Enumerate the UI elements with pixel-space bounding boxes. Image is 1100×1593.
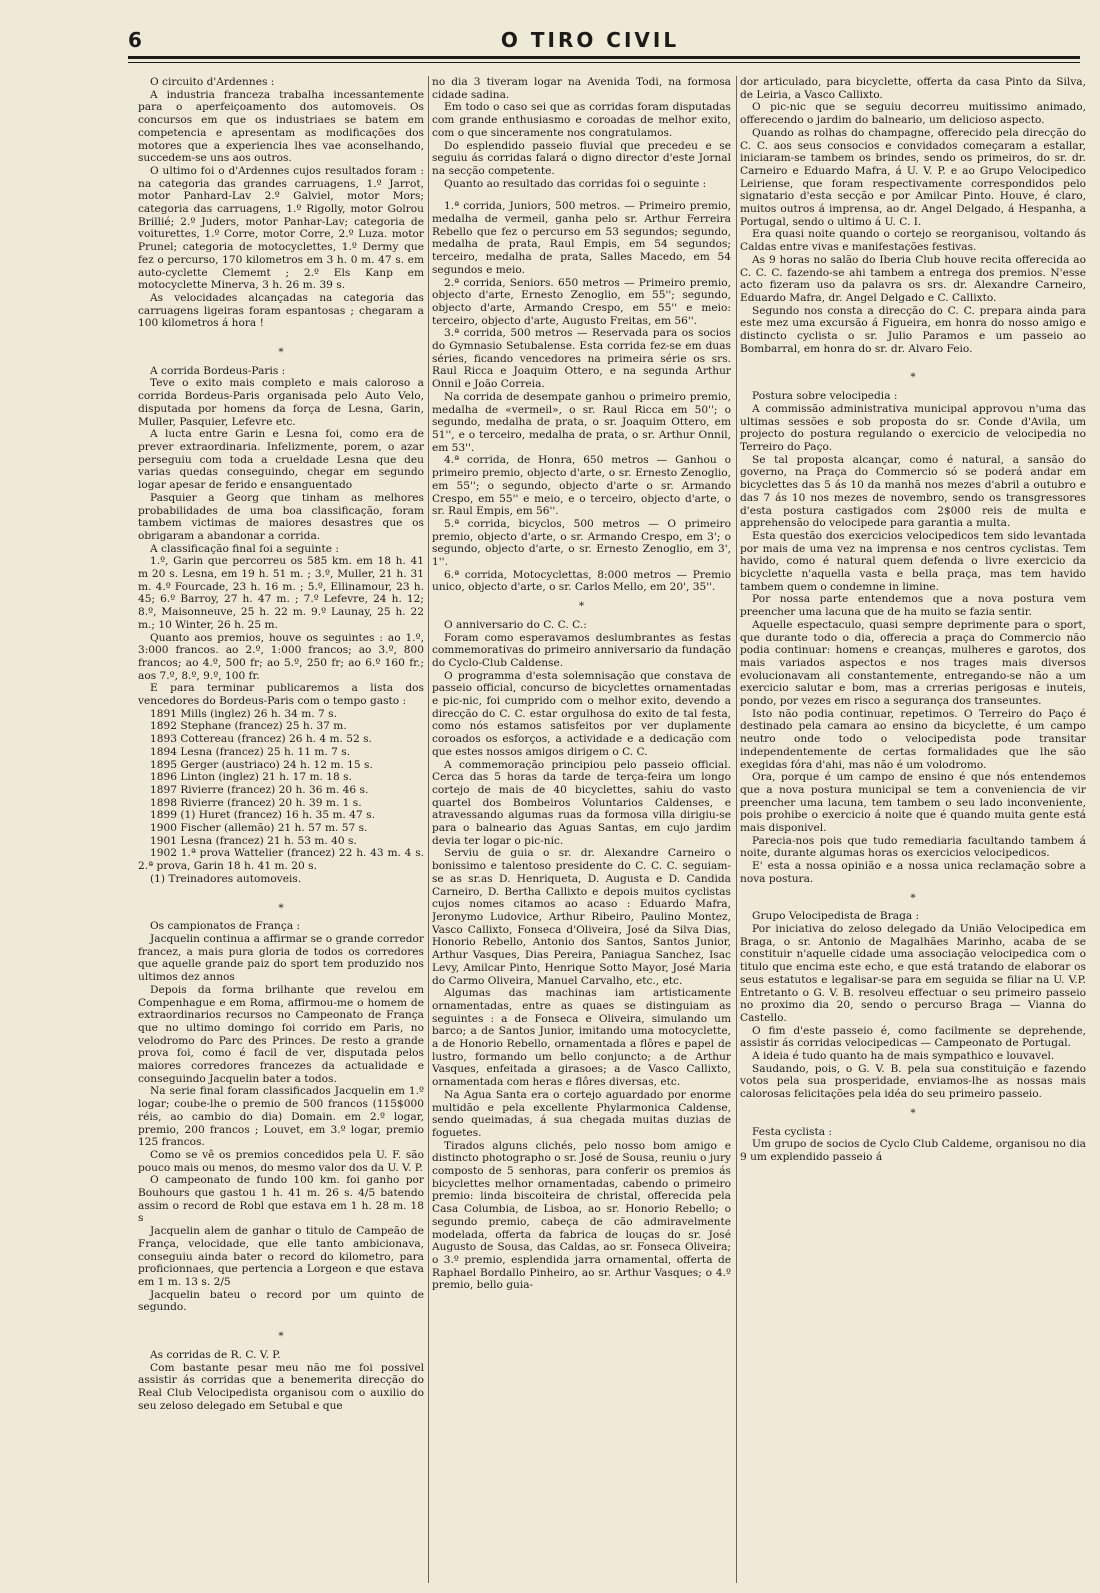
winners-list-item: 1893 Cottereau (francez) 26 h. 4 m. 52 s. bbox=[150, 733, 372, 746]
paragraph: Do esplendido passeio fluvial que precedeu e se seguiu ás corridas falará o digno director d'este Jornal na secção competente. bbox=[432, 139, 731, 177]
paragraph: Era quasi noite quando o cortejo se reorganisou, voltando ás Caldas entre vivas e manifestações festivas. bbox=[740, 228, 1086, 254]
section-separator: * bbox=[578, 600, 585, 613]
paragraph: O campeonato de fundo 100 km. foi ganho por Bouhours que gastou 1 h. 41 m. 26 s. 4/5 batendo assim o record de Robl que estava em 1 h. 28 m. 18 s bbox=[138, 1174, 424, 1225]
paragraph: Jacquelin continua a affirmar se o grande corredor francez, a mais pura gloria de todos os corredores que aquelle grande paiz do sport tem produzido nos ultimos dez annos bbox=[138, 933, 424, 984]
winners-list-item: 1900 Fischer (allemão) 21 h. 57 m. 57 s. bbox=[150, 822, 368, 835]
paragraph: E' esta a nossa opinião e a nossa unica reclamação sobre a nova postura. bbox=[740, 860, 1086, 885]
paragraph: Foram como esperavamos deslumbrantes as festas commemorativas do primeiro anniversario da fundação do Cyclo-Club Caldense. bbox=[432, 631, 731, 669]
paragraph: Depois da forma brilhante que revelou em Compenhague e em Roma, affirmou-me o homem de extraordinarios recursos no Campeonato de França que no ultimo domingo foi corrido em Paris, no velodromo do Parc des Princes. De resto a grande prova foi, como é facil de ver, disputada pelos maiores corredores francezes da actualidade e conseguindo Jacquelin bater a todos. bbox=[138, 983, 424, 1085]
paragraph: A commissão administrativa municipal approvou n'uma das ultimas sessões e sob proposta do sr. Conde d'Avila, um projecto do postura regulando o exercicio de velocipedia no Terreiro do Paço. bbox=[740, 402, 1086, 453]
header-rule bbox=[128, 56, 1080, 59]
column-3 bbox=[740, 76, 1086, 1583]
winners-list-item: 1901 Lesna (francez) 21 h. 53 m. 40 s. bbox=[150, 834, 357, 847]
paragraph: Jacquelin bateu o record por um quinto de segundo. bbox=[138, 1288, 424, 1314]
paragraph: Por iniciativa do zeloso delegado da União Velocipedica em Braga, o sr. Antonio de Magalhães Marinho, acaba de se constituir n'aquelle cidade uma associação velocipedica com o titulo que encima este echo, e que está tratando de elaborar os seus estatutos e legalisar-se para em seguida se filiar na U. V.P. Entretanto o G. V. B. resolveu effectuar o seu primeiro passeio no proximo dia 20, sendo o percurso Braga — Vianna do Castello. bbox=[740, 923, 1086, 1024]
column-1 bbox=[138, 76, 424, 1583]
paragraph: E para terminar publicaremos a lista dos vencedores do Bordeus-Paris com o tempo gasto : bbox=[138, 682, 424, 708]
paragraph: Quando as rolhas do champagne, offerecido pela direcção do C. C. aos seus consocios e convidados começaram a estallar, iniciaram-se tambem os brindes, sendo os primeiros, do sr. dr. Carneiro e Eduardo Mafra, á U. V. P. e ao Grupo Velocipedico Leiriense, que foram respectivamente correspondidos pelo signatario d'esta secção e por Amilcar Pinto. Houve, é claro, muitos outros á imprensa, ao dr. Angel Delgado, á Hespanha, a Portugal, sendo o ultimo á U. C. I. bbox=[740, 126, 1086, 228]
paragraph: Saudando, pois, o G. V. B. pela sua constituição e fazendo votos pela sua prosperidade, enviamos-lhe as nossas mais calorosas felicitações pela idéa do seu primeiro passeio. bbox=[740, 1062, 1086, 1101]
column-2 bbox=[432, 76, 731, 1583]
paragraph: A industria franceza trabalha incessantemente para o aperfeiçoamento dos automoveis. Os concursos em que os industriaes se batem em competencia e apresentam as modificações dos motores que a experiencia lhes vae aconselhando, succedem-se uns aos outros. bbox=[138, 88, 424, 165]
paragraph: Teve o exito mais completo e mais caloroso a corrida Bordeus-Paris organisada pelo Auto Velo, disputada por homens da força de Lesna, Garin, Muller, Pasquier, Lefevre etc. bbox=[138, 377, 424, 428]
winners-list-item: 1891 Mills (inglez) 26 h. 34 m. 7 s. bbox=[150, 707, 337, 720]
paragraph: Na Agua Santa era o cortejo aguardado por enorme multidão e pela excellente Phylarmonica Caldense, sendo queimadas, á sua chegada muitas duzias de foguetes. bbox=[432, 1088, 731, 1139]
section-heading: As corridas de R. C. V. P. bbox=[150, 1348, 281, 1361]
winners-list-item: 1899 (1) Huret (francez) 16 h. 35 m. 47 s. bbox=[150, 809, 375, 822]
paragraph: Ora, porque é um campo de ensino é que nós entendemos que a nova postura municipal se tem a conveniencia de vir preencher uma lacuna, tem tambem o seu lado inconveniente, pois prohibe o exercicio á noite que é quando muita gente está mais disponivel. bbox=[740, 771, 1086, 835]
paragraph: Por nossa parte entendemos que a nova postura vem preencher uma lacuna que de ha muito se fazia sentir. bbox=[740, 593, 1086, 619]
winners-list-item: 1897 Rivierre (francez) 20 h. 36 m. 46 s. bbox=[150, 783, 369, 796]
paragraph: As velocidades alcançadas na categoria das carruagens ligeiras foram espantosas ; chegaram a 100 kilometros á hora ! bbox=[138, 291, 424, 330]
newspaper-title: O TIRO CIVIL bbox=[500, 28, 680, 52]
paragraph: Isto não podia continuar, repetimos. O Terreiro do Paço é destinado pela camara ao ensino da bicyclette, é um campo neutro onde todo o velocipedista pode transitar independentemente de certas formalidades que lhe são exegidas fóra d'ahi, mas não é um volodromo. bbox=[740, 707, 1086, 771]
paragraph: no dia 3 tiveram logar na Avenida Todi, na formosa cidade sadina. bbox=[432, 76, 731, 101]
winners-list-item: 1902 1.ª prova Wattelier (francez) 22 h. 43 m. 4 s. 2.ª prova, Garin 18 h. 41 m. 20 s. bbox=[138, 847, 424, 873]
paragraph: Segundo nos consta a direcção do C. C. prepara ainda para este mez uma excursão á Figueira, em honra do nosso amigo e distincto cyclista o sr. Julio Paramos e um passeio ao Bombarral, em honra do sr. dr. Alvaro Feio. bbox=[740, 304, 1086, 355]
paragraph: Como se vê os premios concedidos pela U. F. são pouco mais ou menos, do mesmo valor dos da U. V. P. bbox=[138, 1148, 424, 1174]
page-number: 6 bbox=[128, 28, 142, 52]
column-divider bbox=[428, 76, 429, 1583]
winners-list-item: 1895 Gerger (austriaco) 24 h. 12 m. 15 s. bbox=[150, 758, 373, 771]
race-result: 3.ª corrida, 500 metros — Reservada para os socios do Gymnasio Setubalense. Esta corrida fez-se em duas séries, ficando vencedores na primeira série os srs. Raul Ricca e Joaquim Ottero, e na segunda Arthur Onnil e João Correia. bbox=[432, 327, 731, 391]
paragraph: Aquelle espectaculo, quasi sempre deprimente para o sport, que durante todo o dia, offerecia a praça do Commercio não podia continuar: homens e creanças, mulheres e garotos, dos mais variados aspectos e nos trages mais diversos evolucionavam ali constantemente, entregando-se não a um exercicio salutar e bom, mas a crrerias perigosas e inuteis, pondo, por vezes em risco a segurança dos transeuntes. bbox=[740, 618, 1086, 708]
paragraph: dor articulado, para bicyclette, offerta da casa Pinto da Silva, de Leiria, a Vasco Callixto. bbox=[740, 76, 1086, 101]
paragraph: Com bastante pesar meu não me foi possivel assistir ás corridas que a benemerita direcção do Real Club Velocipedista organisou com o auxilio do seu zeloso delegado em Setubal e que bbox=[138, 1361, 424, 1412]
winners-list-item: 1898 Rivierre (francez) 20 h. 39 m. 1 s. bbox=[150, 796, 362, 809]
paragraph: As 9 horas no salão do Iberia Club houve recita offerecida ao C. C. C. fazendo-se ahi tambem a entrega dos premios. N'esse acto fizeram uso da palavra os srs. dr. Alexandre Carneiro, Eduardo Mafra, dr. Angel Delgado e C. Callixto. bbox=[740, 253, 1086, 304]
paragraph: Quanto aos premios, houve os seguintes : ao 1.º, 3:000 francos. ao 2.º, 1:000 francos; ao 3.º, 800 francos; ao 4.º, 500 fr; ao 5.º, 250 fr; ao 6.º 160 fr.; aos 7.º, 8.º, 9.º, 100 fr. bbox=[138, 631, 424, 682]
paragraph: Se tal proposta alcançar, como é natural, a sansão do governo, na Praça do Commercio só se poderá andar em bicyclettes das 5 ás 10 da manhã nos mezes d'abril a outubro e das 7 ás 10 nos mezes de novembro, sendo os transgressores d'esta postura castigados com 2$000 reis de multa e apprehensão do velocipede para garantia a multa. bbox=[740, 453, 1086, 530]
section-heading: A corrida Bordeus-Paris : bbox=[150, 364, 286, 377]
section-separator: * bbox=[278, 346, 284, 359]
paragraph: Pasquier a Georg que tinham as melhores probabilidades de uma boa classificação, foram tambem victimas de maiores desastres que os obrigaram a abandonar a corrida. bbox=[138, 491, 424, 542]
section-separator: * bbox=[278, 901, 284, 914]
paragraph: Jacquelin alem de ganhar o titulo de Campeão de França, velocidade, que elle tanto ambicionava, conseguiu ainda bater o record do kilometro, para proficionnaes, que pertencia a Lorgeon e que estava em 1 m. 13 s. 2/5 bbox=[138, 1225, 424, 1288]
header-rule-thin bbox=[128, 62, 1080, 63]
paragraph: Na serie final foram classificados Jacquelin em 1.º logar; coube-lhe o premio de 500 francos (115$000 réis, ao cambio do dia) Domain. em 2.º logar, premio, 200 francos ; Louvet, em 3.º logar, premio 125 francos. bbox=[138, 1085, 424, 1149]
winners-list-item: 1894 Lesna (francez) 25 h. 11 m. 7 s. bbox=[150, 745, 351, 758]
section-heading: Postura sobre velocipedia : bbox=[752, 390, 898, 403]
paragraph: O pic-nic que se seguiu decorreu muitissimo animado, offerecendo o jardim do balneario, um delicioso aspecto. bbox=[740, 101, 1086, 127]
race-result: 2.ª corrida, Seniors. 650 metros — Primeiro premio, objecto d'arte, Ernesto Zenoglio, em 55''; segundo, objecto d'arte, Armando Crespo, em 55'' e meio: terceiro, objecto d'arte, Augusto Freitas, em 56''. bbox=[432, 276, 731, 327]
paragraph: Algumas das machinas iam artisticamente ornamentadas, entre as quaes se distinguiam as seguintes : a de Fonseca e Oliveira, simulando um barco; a de Santos Junior, imitando uma motocyclette, a de Honorio Rebello, ornamentada a flôres e papel de lustro, formando um bello conjuncto; a de Arthur Vasques, enfeitada a girasoes; a de Vasco Callixto, ornamentada com heras e flôres diversas, etc. bbox=[432, 987, 731, 1089]
race-result: 5.ª corrida, bicyclos, 500 metros — O primeiro premio, objecto d'arte, o sr. Armando Crespo, em 3'; o segundo, objecto d'arte, o sr. Ernesto Zenoglio, em 3', 1''. bbox=[432, 517, 731, 569]
section-separator: * bbox=[910, 1106, 916, 1119]
winners-list-item: 1892 Stephane (francez) 25 h. 37 m. bbox=[150, 720, 347, 733]
column-divider bbox=[736, 76, 737, 1583]
paragraph: Tirados alguns clichés, pelo nosso bom amigo e distincto photographo o sr. José de Sousa, reuniu o jury composto de 5 senhoras, para conferir os premios ás bicyclettes melhor ornamentadas, cabendo o primeiro premio: linda biscoiteira de christal, offerecida pela Casa Columbia, de Lisboa, ao sr. Honorio Rebello; o segundo premio, cabeça de cão admiravelmente modelada, offerta da fabrica de louças do sr. José Augusto de Sousa, das Caldas, ao sr. Fonseca Oliveira; o 3.º premio, esplendida jarra ornamental, offerta de Raphael Bordallo Pinheiro, ao sr. Arthur Vasques; o 4.º premio, bello guia- bbox=[432, 1139, 731, 1292]
paragraph: Em todo o caso sei que as corridas foram disputadas com grande enthusiasmo e coroadas de melhor exito, com o que sinceramente nos congratulamos. bbox=[432, 101, 731, 139]
paragraph: O fim d'este passeio é, como facilmente se deprehende, assistir ás corridas velocipedicas — Campeonato de Portugal. bbox=[740, 1024, 1086, 1050]
paragraph: Um grupo de socios de Cyclo Club Caldeme, organisou no dia 9 um explendido passeio á bbox=[740, 1138, 1086, 1163]
paragraph: A classificação final foi a seguinte : bbox=[150, 542, 339, 555]
section-heading: Grupo Velocipedista de Braga : bbox=[752, 910, 920, 923]
section-heading: O anniversario do C. C. C.: bbox=[444, 618, 587, 631]
paragraph: Esta questão dos exercicios velocipedicos tem sido levantada por mais de uma vez na imprensa e nos centros cyclistas. Tem havido, como é natural quem defenda o livre exercicio da bicyclette n'aquella vasta e bella praça, mas tem havido tambem quem o condemne in limine. bbox=[740, 529, 1086, 593]
race-result: 6.ª corrida, Motocyclettas, 8:000 metros — Premio unico, objecto d'arte, o sr. Carlos Mello, em 20', 35''. bbox=[432, 568, 731, 594]
paragraph: Parecia-nos pois que tudo remediaria facultando tambem á noite, durante algumas horas os exercicios velocipedicos. bbox=[740, 834, 1086, 860]
paragraph: O ultimo foi o d'Ardennes cujos resultados foram : na categoria das grandes carruagens, 1.º Jarrot, motor Panhard-Lav 2.º Galviel, motor Mors; categoria das carruagens, 1.º Rigolly, motor Golrou Brillié; 2.º Juders, motor Panhar-Lav; categoria de voiturettes, 1.º Corre, motor Corre, 2.º Luza. motor Prunel; categoria de motocyclettes, 1.º Dermy que fez o percurso, 170 kilometros em 3 h. 0 m. 47 s. em auto-cyclette Clememt ; 2.º Els Kanp em motocyclette Minerva, 3 h. 26 m. 39 s. bbox=[138, 164, 424, 292]
paragraph: Quanto ao resultado das corridas foi o seguinte : bbox=[444, 177, 707, 190]
race-result: 4.ª corrida, de Honra, 650 metros — Ganhou o primeiro premio, objecto d'arte, o sr. Ernesto Zenoglio, em 55''; o segundo, objecto d'arte o sr. Armando Crespo, em 55'' e meio, e o terceiro, objecto d'arte, o sr. Raul Empis, em 56''. bbox=[432, 454, 731, 518]
section-separator: * bbox=[910, 371, 916, 384]
paragraph: A lucta entre Garin e Lesna foi, como era de prever extraordinaria. Infelizmente, porem, o azar perseguiu com toda a crueldade Lesna que deu varias quedas conseguindo, chegar em segundo logar apesar de ferido e ensanguentado bbox=[138, 428, 424, 492]
race-result: 1.ª corrida, Juniors, 500 metros. — Primeiro premio, medalha de vermeil, ganha pelo sr. Arthur Ferreira Rebello que fez o percurso em 53 segundos; segundo, medalha de prata, Raul Empis, em 54 segundos; terceiro, medalha de prata, Salles Macedo, em 54 segundos e meio. bbox=[432, 200, 731, 276]
paragraph: O programma d'esta solemnisação que constava de passeio official, concurso de bicyclettes ornamentadas e pic-nic, foi cumprido com o melhor exito, devendo a direcção do C. C. estar orgulhosa do exito de tal festa, como nós estamos satisfeitos por ver duplamente coroados os esforços, a actividade e a dedicação com que estes nossos amigos dirigem o C. C. bbox=[432, 669, 731, 758]
paragraph: A commemoração principiou pelo passeio official. Cerca das 5 horas da tarde de terça-feira um longo cortejo de mais de 40 bicyclettes, sahiu do vasto quartel dos Bombeiros Voluntarios Caldenses, e atravessando algumas ruas da formosa villa dirigiu-se para o balneario das Aguas Santas, em cujo jardim devia ter logar o pic-nic. bbox=[432, 758, 731, 847]
section-separator: * bbox=[910, 891, 916, 904]
paragraph: 1.º, Garin que percorreu os 585 km. em 18 h. 41 m 20 s. Lesna, em 19 h. 51 m. ; 3.º, Muller, 21 h. 31 m. 4.º Fourcade, 23 h. 16 m. ; 5.º, Ellinamour, 23 h. 45; 6.º Barroy, 27 h. 47 m. ; 7.º Lefevre, 24 h. 12; 8.º, Maisonneuve, 25 h. 22 m. 9.º Launay, 25 h. 22 m.; 10 Winter, 26 h. 25 m. bbox=[138, 555, 424, 631]
paragraph: Serviu de guia o sr. dr. Alexandre Carneiro o bonissimo e talentoso presidente do C. C. C. seguiam-se as sr.as D. Henriqueta, D. Augusta e D. Candida Carneiro, D. Bertha Callixto e depois muitos cyclistas cujos nomes citamos ao acaso : Eduardo Mafra, Jeronymo Ludovice, Arthur Ribeiro, Paulino Montez, Vasco Callixto, Fonseca d'Oliveira, José da Silva Dias, Honorio Rebello, Antonio dos Santos, Santos Junior, Arthur Vasques, Dias Pereira, Paniagua Sanchez, Isac Levy, Amilcar Pinto, Henrique Sotto Mayor, José Maria do Carmo Oliveira, Manuel Carvalho, etc., etc. bbox=[432, 847, 731, 987]
section-separator: * bbox=[278, 1330, 284, 1343]
paragraph: A ideia é tudo quanto ha de mais sympathico e louvavel. bbox=[752, 1050, 1055, 1063]
section-heading: O circuito d'Ardennes : bbox=[150, 76, 275, 88]
footnote: (1) Treinadores automoveis. bbox=[150, 872, 302, 885]
race-result: Na corrida de desempate ganhou o primeiro premio, medalha de «vermeil», o sr. Raul Ricca em 50''; o segundo, medalha de prata, o sr. Joaquim Ottero, em 51'', e o terceiro, medalha de prata, o sr. Arthur Onnil, em 53''. bbox=[432, 390, 731, 454]
section-heading: Os campionatos de França : bbox=[150, 920, 301, 933]
section-heading: Festa cyclista : bbox=[752, 1125, 832, 1138]
winners-list-item: 1896 Linton (inglez) 21 h. 17 m. 18 s. bbox=[150, 771, 352, 784]
